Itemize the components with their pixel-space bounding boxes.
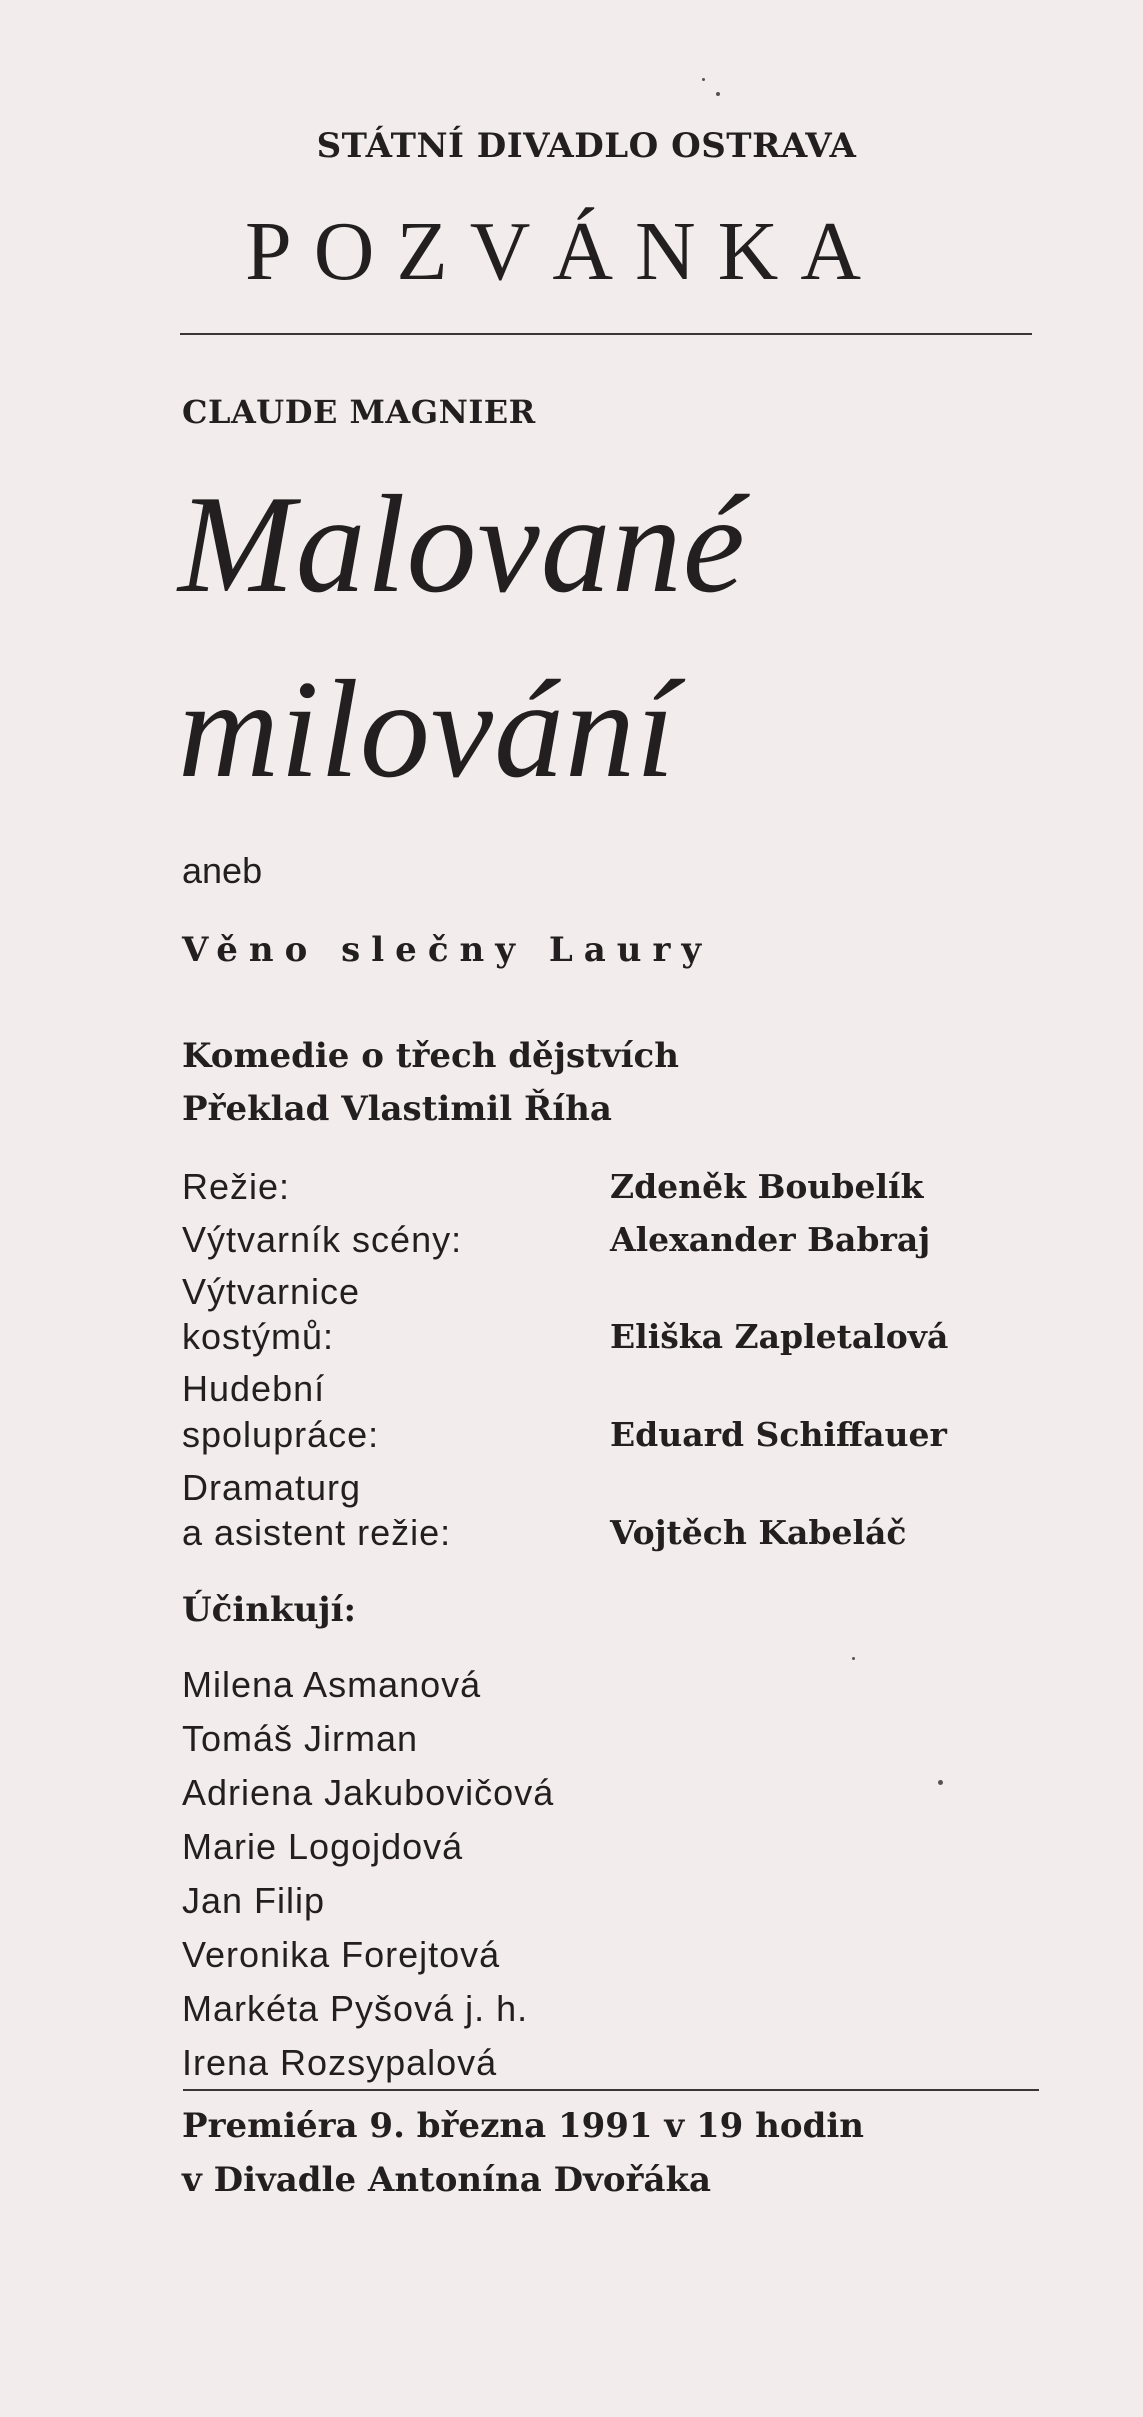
credit-role-dramaturg-line-2: a asistent režie: (182, 1512, 452, 1553)
cast-member: Markéta Pyšová j. h. (182, 1988, 529, 2029)
cast-heading: Účinkují: (182, 1590, 357, 1630)
credit-role-costume-designer-line-1: Výtvarnice (182, 1271, 361, 1312)
cast-member: Irena Rozsypalová (182, 2042, 498, 2083)
credit-role-set-designer: Výtvarník scény: (182, 1219, 463, 1260)
credit-role-dramaturg-line-1: Dramaturg (182, 1467, 362, 1508)
credit-name-director: Zdeněk Boubelík (610, 1167, 924, 1206)
paper-speck (938, 1780, 943, 1785)
top-divider (180, 333, 1032, 335)
cast-member: Tomáš Jirman (182, 1718, 419, 1759)
play-title-line-1: Malované (178, 467, 746, 622)
play-genre: Komedie o třech dějstvích (182, 1036, 679, 1076)
credit-role-music-line-2: spolupráce: (182, 1414, 380, 1455)
paper-speck (702, 78, 705, 81)
cast-member: Adriena Jakubovičová (182, 1772, 555, 1813)
bottom-divider (183, 2089, 1039, 2091)
play-author: CLAUDE MAGNIER (182, 393, 536, 431)
credit-name-set-designer: Alexander Babraj (610, 1220, 931, 1259)
premiere-venue: v Divadle Antonína Dvořáka (182, 2160, 712, 2200)
credit-name-dramaturg: Vojtěch Kabeláč (610, 1513, 907, 1552)
play-title-line-2: milování (178, 652, 676, 807)
paper-speck (852, 1657, 855, 1660)
credit-role-costume-designer-line-2: kostýmů: (182, 1316, 335, 1357)
play-translation: Překlad Vlastimil Říha (182, 1089, 612, 1129)
cast-list (182, 1658, 554, 2090)
cast-member: Veronika Forejtová (182, 1934, 501, 1975)
cast-member: Milena Asmanová (182, 1664, 482, 1705)
credit-role-music-line-1: Hudební (182, 1368, 326, 1409)
paper-speck (716, 92, 720, 96)
cast-member: Jan Filip (182, 1880, 326, 1921)
play-subtitle: Věno slečny Laury (182, 930, 713, 970)
premiere-date: Premiéra 9. března 1991 v 19 hodin (182, 2106, 864, 2146)
title-conjunction: aneb (182, 850, 263, 891)
credit-name-costume-designer: Eliška Zapletalová (610, 1317, 949, 1356)
theatre-name: STÁTNÍ DIVADLO OSTRAVA (316, 126, 857, 166)
cast-member: Marie Logojdová (182, 1826, 464, 1867)
credit-role-director: Režie: (182, 1166, 291, 1207)
invitation-heading: POZVÁNKA (245, 205, 883, 298)
credit-name-music: Eduard Schiffauer (610, 1415, 947, 1454)
